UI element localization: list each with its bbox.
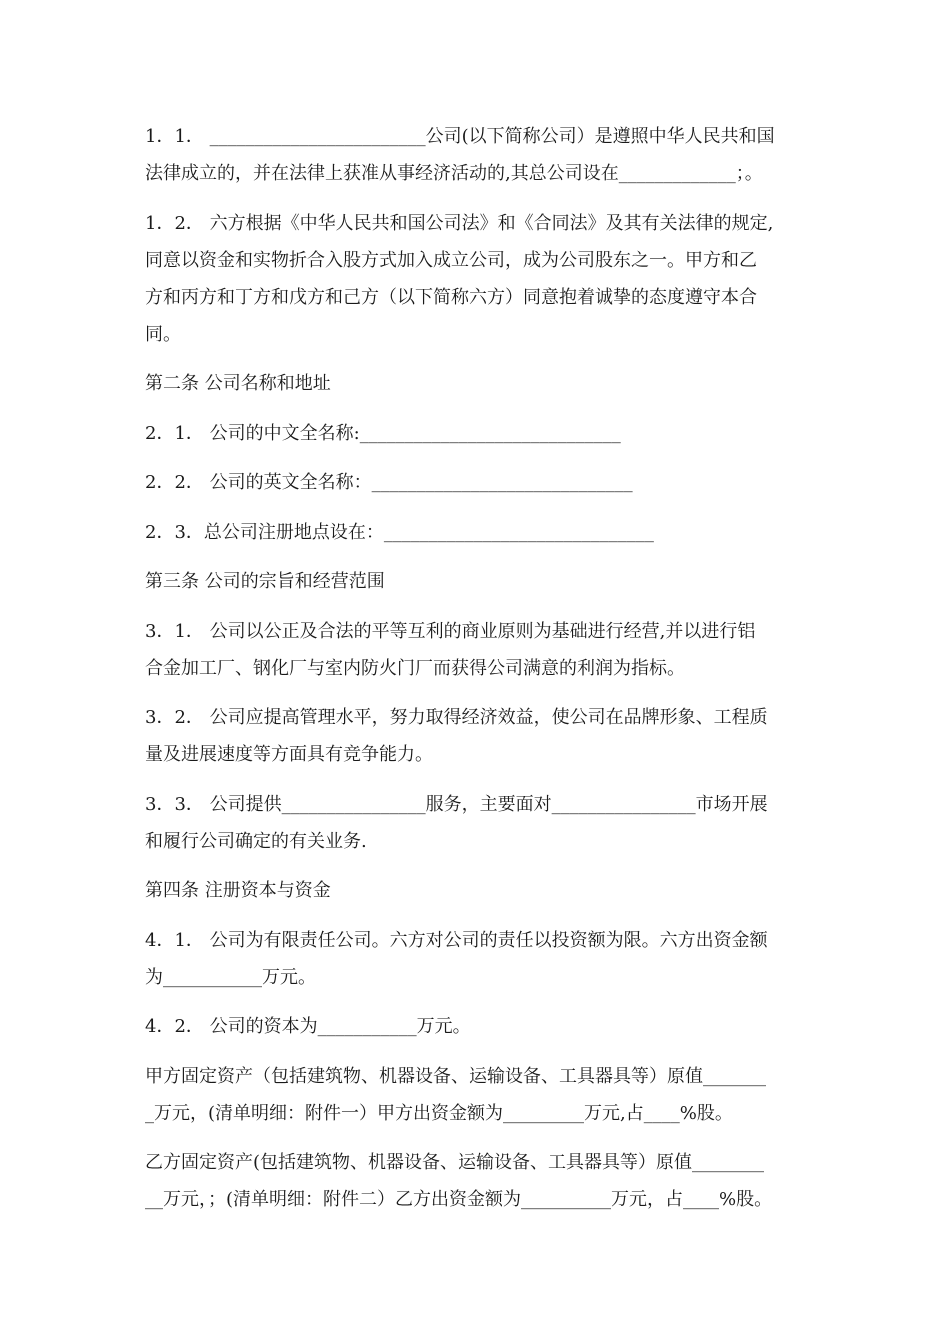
paragraph bbox=[145, 205, 813, 353]
paragraph bbox=[145, 1058, 813, 1132]
text-line: 乙方固定资产(包括建筑物、机器设备、运输设备、工具器具等）原值________ bbox=[145, 1152, 765, 1173]
text-line: 合金加工厂、钢化厂与室内防火门厂而获得公司满意的利润为指标。 bbox=[145, 657, 685, 679]
document-body bbox=[145, 118, 813, 1231]
text-line: 2．3．总公司注册地点设在：______________________________ bbox=[145, 521, 654, 543]
text-line: 2．2． 公司的英文全名称：_____________________________ bbox=[145, 472, 633, 493]
paragraph bbox=[145, 365, 813, 402]
text-line: 3．1． 公司以公正及合法的平等互利的商业原则为基础进行经营,并以进行铝 bbox=[145, 620, 756, 642]
paragraph bbox=[145, 563, 813, 600]
text-line: 2．1． 公司的中文全名称:_____________________________ bbox=[145, 422, 621, 444]
paragraph bbox=[145, 613, 813, 687]
text-line: 第四条 注册资本与资金 bbox=[145, 880, 331, 901]
text-line: 和履行公司确定的有关业务. bbox=[145, 830, 367, 852]
text-line: 方和丙方和丁方和戊方和己方（以下简称六方）同意抱着诚挚的态度遵守本合 bbox=[145, 286, 757, 308]
text-line: 为___________万元。 bbox=[145, 966, 316, 988]
text-line: __万元，；(清单明细：附件二）乙方出资金额为__________万元，占____%股。 bbox=[145, 1189, 773, 1210]
paragraph bbox=[145, 1144, 813, 1218]
text-line: 4．2． 公司的资本为___________万元。 bbox=[145, 1016, 471, 1037]
paragraph bbox=[145, 1008, 813, 1045]
text-line: 量及进展速度等方面具有竞争能力。 bbox=[145, 744, 433, 765]
text-line: 3．2． 公司应提高管理水平，努力取得经济效益，使公司在品牌形象、工程质 bbox=[145, 707, 768, 728]
text-line: 4．1． 公司为有限责任公司。六方对公司的责任以投资额为限。六方出资金额 bbox=[145, 929, 768, 951]
text-line: 第三条 公司的宗旨和经营范围 bbox=[145, 571, 385, 592]
paragraph bbox=[145, 415, 813, 452]
text-line: 甲方固定资产（包括建筑物、机器设备、运输设备、工具器具等）原值_______ bbox=[145, 1065, 766, 1087]
paragraph bbox=[145, 464, 813, 501]
paragraph bbox=[145, 118, 813, 192]
text-line: 3．3． 公司提供________________服务，主要面对________________市场开展 bbox=[145, 793, 768, 815]
text-line: 1．2． 六方根据《中华人民共和国公司法》和《合同法》及其有关法律的规定, bbox=[145, 212, 774, 234]
paragraph bbox=[145, 922, 813, 996]
paragraph bbox=[145, 514, 813, 551]
text-line: 法律成立的，并在法律上获准从事经济活动的,其总公司设在_____________；。 bbox=[145, 163, 763, 184]
text-line: 同意以资金和实物折合入股方式加入成立公司，成为公司股东之一。甲方和乙 bbox=[145, 249, 757, 271]
text-line: 第二条 公司名称和地址 bbox=[145, 373, 331, 394]
paragraph bbox=[145, 786, 813, 860]
text-line: _万元，(清单明细：附件一）甲方出资金额为_________万元,占____%股。 bbox=[145, 1102, 733, 1124]
paragraph bbox=[145, 872, 813, 909]
text-line: 1．1． ________________________公司(以下简称公司）是遵照中华人民共和国 bbox=[145, 126, 775, 147]
text-line: 同。 bbox=[145, 323, 181, 345]
paragraph bbox=[145, 699, 813, 773]
